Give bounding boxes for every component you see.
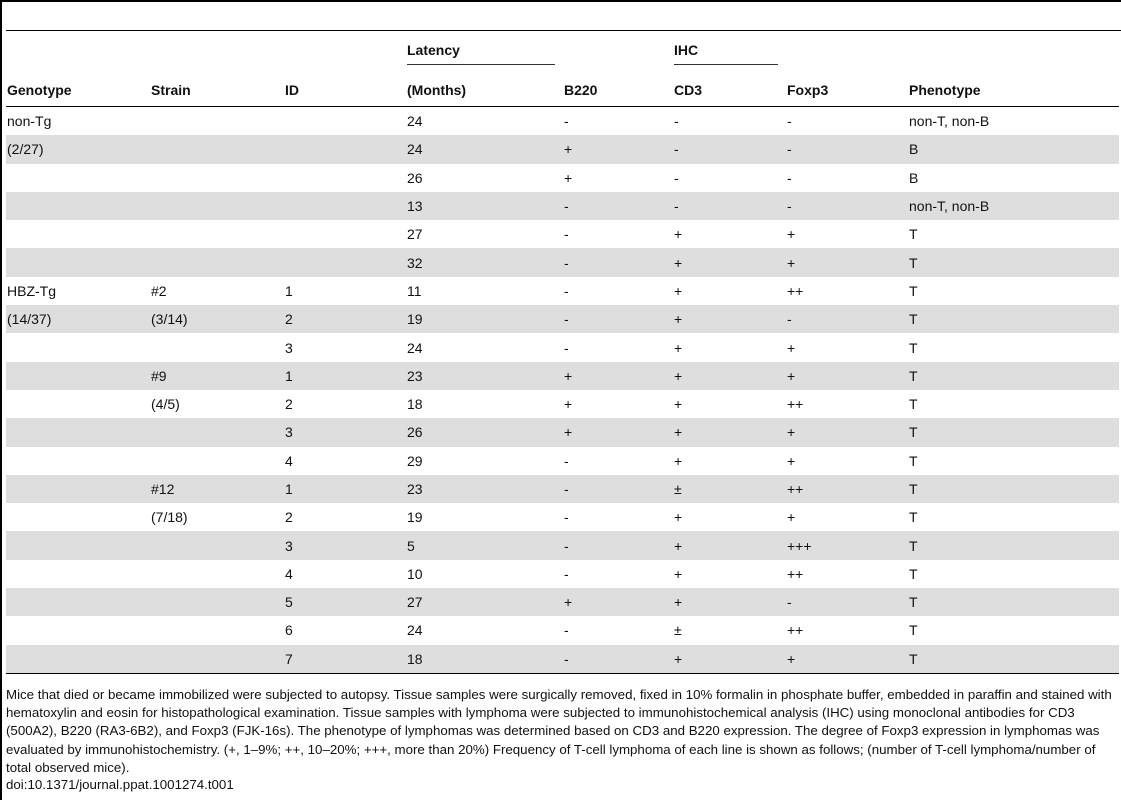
- cell-id: 2: [285, 396, 293, 413]
- cell-foxp3: +: [786, 362, 908, 390]
- cell-latency: 5: [406, 531, 563, 559]
- cell-genotype: [6, 531, 150, 559]
- header-ihc-group: IHC: [673, 35, 786, 65]
- cell-latency: 24: [406, 135, 563, 163]
- table-row: [6, 588, 1119, 616]
- header-foxp3: Foxp3: [786, 65, 908, 107]
- table-row: [6, 616, 1119, 644]
- cell-phenotype: T: [909, 396, 918, 413]
- cell-latency: 26: [407, 169, 423, 186]
- header-group-row: [6, 35, 1119, 65]
- cell-foxp3: -: [786, 135, 908, 163]
- cell-latency: 11: [407, 282, 422, 299]
- cell-foxp3: +: [787, 509, 796, 526]
- cell-cd3: +: [673, 645, 786, 674]
- cell-id: [284, 164, 406, 192]
- cell-id: 2: [284, 305, 406, 333]
- table-row: [6, 164, 1119, 192]
- cell-phenotype: T: [909, 226, 918, 243]
- cell-latency: 18: [406, 645, 563, 674]
- doi-text: doi:10.1371/journal.ppat.1001274.t001: [6, 777, 234, 792]
- cell-genotype: [6, 220, 150, 248]
- cell-b220: +: [563, 362, 673, 390]
- cell-genotype: [6, 418, 150, 446]
- cell-strain: [150, 645, 284, 674]
- cell-latency: 24: [407, 113, 423, 130]
- cell-latency: 27: [406, 588, 563, 616]
- cell-b220: -: [563, 305, 673, 333]
- cell-genotype: [6, 447, 150, 475]
- cell-strain: [150, 164, 284, 192]
- table-row: [6, 362, 1119, 390]
- cell-phenotype: T: [909, 452, 918, 469]
- cell-genotype: (14/37): [6, 305, 150, 333]
- cell-id: 2: [285, 509, 293, 526]
- table-row: [6, 531, 1119, 559]
- table-row: [6, 220, 1119, 248]
- cell-strain: [150, 192, 284, 220]
- cell-foxp3: +: [786, 645, 908, 674]
- cell-id: 3: [285, 339, 293, 356]
- cell-id: 4: [285, 565, 293, 582]
- cell-b220: +: [563, 588, 673, 616]
- cell-b220: +: [564, 169, 573, 186]
- table-row: [6, 248, 1119, 276]
- cell-id: [284, 192, 406, 220]
- header-cd3: CD3: [673, 65, 786, 107]
- cell-cd3: -: [673, 192, 786, 220]
- table-row: [6, 475, 1119, 503]
- cell-cd3: +: [674, 509, 683, 526]
- cell-id: 5: [284, 588, 406, 616]
- lymphoma-table: [6, 35, 1119, 674]
- cell-b220: -: [563, 192, 673, 220]
- cell-foxp3: -: [787, 113, 792, 130]
- cell-foxp3: -: [786, 305, 908, 333]
- cell-genotype: [6, 616, 150, 644]
- cell-id: [284, 135, 406, 163]
- cell-id: [284, 248, 406, 276]
- table-footnote: Mice that died or became immobilized were subjected to autopsy. Tissue samples were surgically removed, fixed in 10% formalin in phosphate buffer, embedded in paraffin and stained with hematoxylin and eosin for histopathological examination. Tissue samples with lymphoma were subjected to immunohistochemical analysis (IHC) using monoclonal antibodies for CD3 (500A2), B220 (RA3-6B2), and Foxp3 (FJK-16s). The phenotype of lymphomas was determined based on CD3 and B220 expression. The degree of Foxp3 expression in lymphomas was evaluated by immunohistochemistry. (+, 1–9%; ++, 10–20%; +++, more than 20%) Frequency of T-cell lymphoma of each line is shown as follows; (number of T-cell lymphoma/number of total observed mice).: [6, 687, 1112, 775]
- cell-phenotype: T: [908, 645, 1119, 674]
- cell-id: 4: [285, 452, 293, 469]
- cell-strain: (3/14): [150, 305, 284, 333]
- header-id: ID: [284, 65, 406, 107]
- cell-genotype: [6, 164, 150, 192]
- cell-id: 6: [285, 622, 293, 639]
- cell-b220: -: [564, 339, 569, 356]
- cell-latency: 13: [406, 192, 563, 220]
- cell-phenotype: T: [909, 339, 918, 356]
- table-row: [6, 560, 1119, 588]
- cell-latency: 19: [406, 305, 563, 333]
- cell-foxp3: +: [786, 248, 908, 276]
- cell-latency: 10: [407, 565, 423, 582]
- table-row: [6, 333, 1119, 361]
- cell-b220: +: [563, 418, 673, 446]
- cell-phenotype: T: [908, 418, 1119, 446]
- cell-genotype: [6, 645, 150, 674]
- cell-latency: 29: [407, 452, 423, 469]
- cell-genotype: (2/27): [6, 135, 150, 163]
- cell-foxp3: ++: [787, 622, 804, 639]
- cell-cd3: +: [673, 418, 786, 446]
- cell-genotype: non-Tg: [7, 113, 52, 130]
- cell-b220: -: [563, 645, 673, 674]
- cell-strain: [150, 531, 284, 559]
- cell-cd3: +: [674, 396, 683, 413]
- table-row: [6, 418, 1119, 446]
- header-row: [6, 65, 1119, 107]
- cell-foxp3: -: [786, 588, 908, 616]
- cell-cd3: -: [673, 135, 786, 163]
- cell-phenotype: T: [909, 622, 918, 639]
- cell-phenotype: T: [908, 475, 1119, 503]
- cell-latency: 24: [407, 622, 423, 639]
- cell-genotype: [6, 475, 150, 503]
- cell-cd3: ±: [673, 475, 786, 503]
- cell-cd3: +: [674, 282, 683, 299]
- cell-strain: (7/18): [151, 509, 188, 526]
- cell-phenotype: T: [908, 588, 1119, 616]
- cell-cd3: +: [673, 588, 786, 616]
- cell-id: 1: [284, 475, 406, 503]
- cell-phenotype: non-T, non-B: [908, 192, 1119, 220]
- cell-foxp3: +++: [786, 531, 908, 559]
- cell-latency: 23: [406, 362, 563, 390]
- cell-genotype: [6, 588, 150, 616]
- cell-strain: #2: [151, 282, 167, 299]
- cell-b220: +: [564, 396, 573, 413]
- cell-b220: -: [563, 475, 673, 503]
- cell-cd3: +: [673, 362, 786, 390]
- cell-foxp3: +: [787, 339, 796, 356]
- cell-latency: 18: [407, 396, 423, 413]
- cell-id: [284, 107, 406, 136]
- cell-latency: 24: [407, 339, 423, 356]
- header-latency-group: Latency: [406, 35, 563, 65]
- header-genotype: Genotype: [6, 65, 150, 107]
- cell-foxp3: +: [787, 452, 796, 469]
- cell-strain: [150, 248, 284, 276]
- cell-latency: 26: [406, 418, 563, 446]
- cell-strain: [150, 220, 284, 248]
- cell-id: 1: [285, 282, 293, 299]
- cell-strain: [150, 135, 284, 163]
- cell-phenotype: B: [909, 169, 919, 186]
- cell-strain: [150, 447, 284, 475]
- cell-latency: 32: [406, 248, 563, 276]
- cell-b220: -: [563, 248, 673, 276]
- cell-strain: [150, 418, 284, 446]
- cell-cd3: +: [673, 531, 786, 559]
- table-row: [6, 277, 1119, 305]
- cell-cd3: -: [674, 169, 679, 186]
- cell-strain: [150, 333, 284, 361]
- cell-cd3: +: [673, 248, 786, 276]
- cell-id: 3: [284, 531, 406, 559]
- cell-foxp3: ++: [787, 396, 804, 413]
- cell-genotype: [6, 333, 150, 361]
- cell-phenotype: T: [908, 248, 1119, 276]
- cell-foxp3: -: [787, 169, 792, 186]
- cell-strain: #9: [150, 362, 284, 390]
- cell-strain: [150, 588, 284, 616]
- header-months: (Months): [406, 65, 563, 107]
- cell-foxp3: +: [786, 418, 908, 446]
- cell-strain: #12: [150, 475, 284, 503]
- cell-b220: -: [564, 452, 569, 469]
- cell-b220: -: [563, 531, 673, 559]
- cell-b220: -: [564, 622, 569, 639]
- table-row: [6, 192, 1119, 220]
- cell-strain: [150, 616, 284, 644]
- cell-phenotype: T: [908, 305, 1119, 333]
- cell-id: 1: [284, 362, 406, 390]
- header-strain: Strain: [150, 65, 284, 107]
- cell-cd3: +: [673, 305, 786, 333]
- cell-cd3: +: [674, 339, 683, 356]
- header-b220: B220: [563, 65, 673, 107]
- cell-phenotype: T: [909, 565, 918, 582]
- cell-id: 3: [284, 418, 406, 446]
- cell-cd3: -: [674, 113, 679, 130]
- table-row: [6, 447, 1119, 475]
- cell-b220: -: [564, 282, 569, 299]
- cell-foxp3: ++: [786, 475, 908, 503]
- cell-phenotype: T: [908, 362, 1119, 390]
- cell-cd3: +: [674, 226, 683, 243]
- cell-b220: -: [564, 509, 569, 526]
- cell-b220: +: [563, 135, 673, 163]
- table-row: [6, 107, 1119, 136]
- table-row: [6, 135, 1119, 163]
- cell-genotype: [6, 248, 150, 276]
- table-row: [6, 305, 1119, 333]
- cell-foxp3: ++: [787, 282, 804, 299]
- cell-genotype: [6, 362, 150, 390]
- cell-b220: -: [564, 565, 569, 582]
- cell-latency: 27: [407, 226, 423, 243]
- cell-strain: (4/5): [151, 396, 180, 413]
- cell-genotype: [6, 503, 150, 531]
- table-row: [6, 503, 1119, 531]
- cell-id: [284, 220, 406, 248]
- cell-genotype: HBZ-Tg: [7, 282, 56, 299]
- cell-phenotype: T: [908, 531, 1119, 559]
- header-phenotype: Phenotype: [908, 65, 1119, 107]
- cell-cd3: +: [674, 452, 683, 469]
- cell-id: 7: [284, 645, 406, 674]
- table-body: [6, 107, 1119, 674]
- cell-strain: [150, 107, 284, 136]
- table-row: [6, 645, 1119, 674]
- cell-strain: [150, 560, 284, 588]
- table-caption-band: [6, 2, 1121, 31]
- cell-genotype: [6, 560, 150, 588]
- cell-latency: 23: [406, 475, 563, 503]
- cell-phenotype: B: [908, 135, 1119, 163]
- cell-phenotype: T: [909, 282, 918, 299]
- cell-foxp3: ++: [787, 565, 804, 582]
- cell-latency: 19: [407, 509, 423, 526]
- cell-genotype: [6, 192, 150, 220]
- cell-b220: -: [564, 113, 569, 130]
- cell-phenotype: T: [909, 509, 918, 526]
- cell-foxp3: +: [787, 226, 796, 243]
- cell-phenotype: non-T, non-B: [909, 113, 990, 130]
- table-row: [6, 390, 1119, 418]
- cell-b220: -: [564, 226, 569, 243]
- cell-genotype: [6, 390, 150, 418]
- cell-cd3: +: [674, 565, 683, 582]
- cell-cd3: ±: [674, 622, 682, 639]
- cell-foxp3: -: [786, 192, 908, 220]
